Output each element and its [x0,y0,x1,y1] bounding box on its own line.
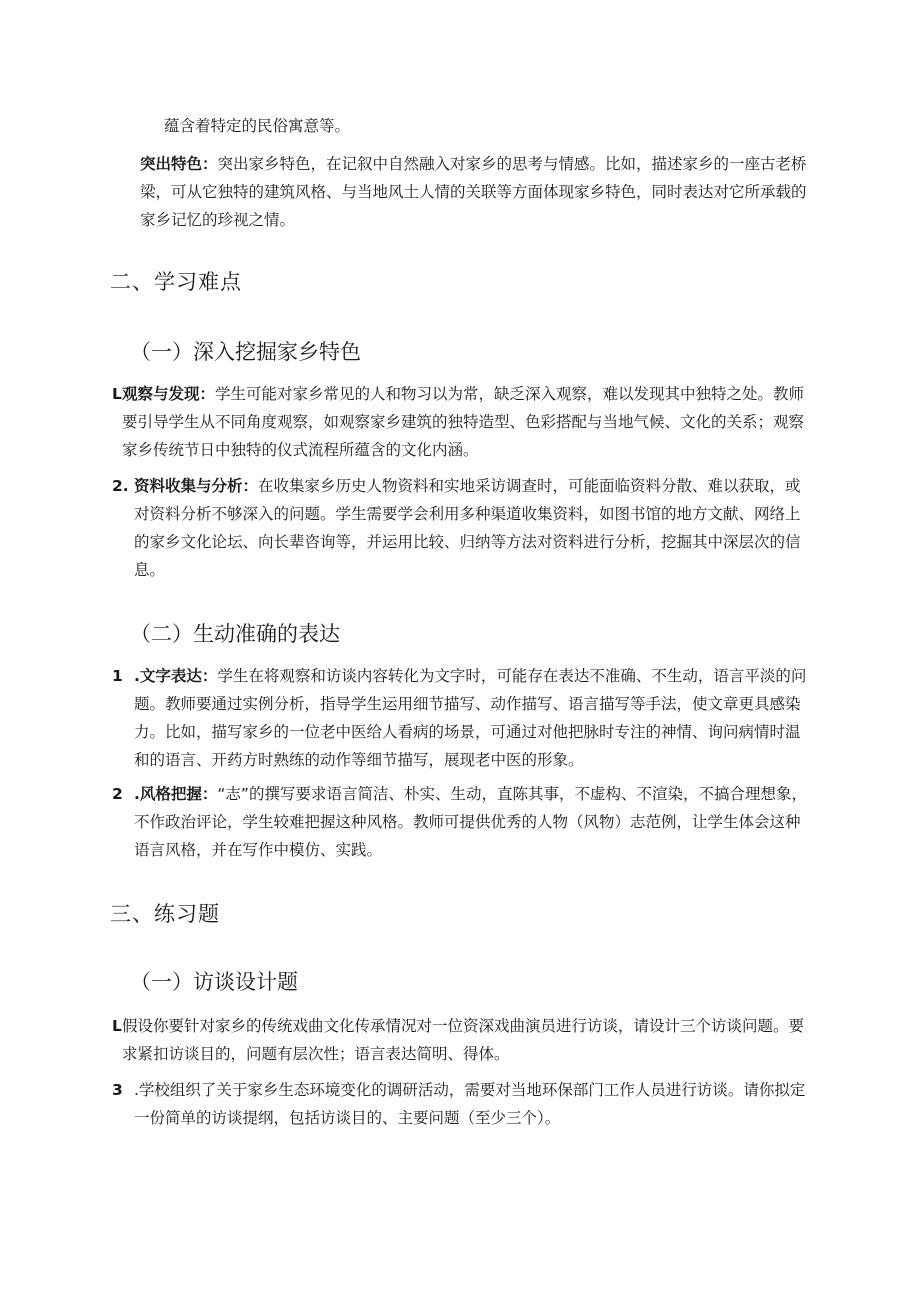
item-text: “志”的撰写要求语言简洁、朴实、生动，直陈其事，不虚构、不渲染，不搞合理想象，不作政治评论，学生较难把握这种风格。教师可提供优秀的人物（风物）志范例，让学生体会这种语言风格，并在写作中模仿、实践。 [134,785,807,859]
list-item [112,1076,812,1132]
item-marker: 1 [112,667,123,685]
highlight-text: 突出家乡特色，在记叙中自然融入对家乡的思考与情感。比如，描述家乡的一座古老桥梁，可从它独特的建筑风格、与当地风土人情的关联等方面体现家乡特色，同时表达对它所承载的家乡记忆的珍视之情。 [140,155,807,229]
item-marker: 3 [112,1081,123,1099]
item-text: .学校组织了关于家乡生态环境变化的调研活动，需要对当地环保部门工作人员进行访谈。请你拟定一份简单的访谈提纲，包括访谈目的、主要问题（至少三个）。 [134,1081,806,1127]
item-label: 观察与发现： [122,385,216,403]
list-item [112,380,812,464]
item-label: .文字表达： [134,667,218,685]
list-item [112,1012,812,1068]
subsection-heading-interview-design: （一）访谈设计题 [130,970,298,994]
list-item [112,780,812,864]
item-marker: 2 [112,785,123,803]
subsection-heading-dig-features: （一）深入挖掘家乡特色 [130,340,361,364]
item-marker: L [112,1017,122,1035]
item-text: 学生在将观察和访谈内容转化为文字时，可能存在表达不准确、不生动，语言平淡的问题。教师要通过实例分析，指导学生运用细节描写、动作描写、语言描写等手法，使文章更具感染力。比如，描写家乡的一位老中医给人看病的场景，可通过对他把脉时专注的神情、询问病情时温和的语言、开药方时熟练的动作等细节描写，展现老中医的形象。 [134,667,807,769]
highlight-paragraph [140,150,810,234]
item-marker: L [112,385,122,403]
item-marker: 2. [112,477,129,495]
item-label: .风格把握： [134,785,218,803]
section-heading-exercises: 三、练习题 [110,902,220,926]
highlight-label: 突出特色： [140,155,218,173]
item-text: 学生可能对家乡常见的人和物习以为常，缺乏深入观察，难以发现其中独特之处。教师要引导学生从不同角度观察，如观察家乡建筑的独特造型、色彩搭配与当地气候、文化的关系；观察家乡传统节日中独特的仪式流程所蕴含的文化内涵。 [122,385,805,459]
subsection-heading-expression: （二）生动准确的表达 [130,622,340,646]
list-item [112,662,812,774]
intro-line: 蕴含着特定的民俗寓意等。 [164,117,351,135]
section-heading-difficulties: 二、学习难点 [110,270,242,294]
item-label: 资料收集与分析： [134,477,259,495]
item-text: 在收集家乡历史人物资料和实地采访调查时，可能面临资料分散、难以获取，或对资料分析不够深入的问题。学生需要学会利用多种渠道收集资料，如图书馆的地方文献、网络上的家乡文化论坛、向长辈咨询等，并运用比较、归纳等方法对资料进行分析，挖掘其中深层次的信息。 [134,477,801,579]
list-item [112,472,812,584]
item-text: 假设你要针对家乡的传统戏曲文化传承情况对一位资深戏曲演员进行访谈，请设计三个访谈问题。要求紧扣访谈目的，问题有层次性；语言表达简明、得体。 [122,1017,805,1063]
